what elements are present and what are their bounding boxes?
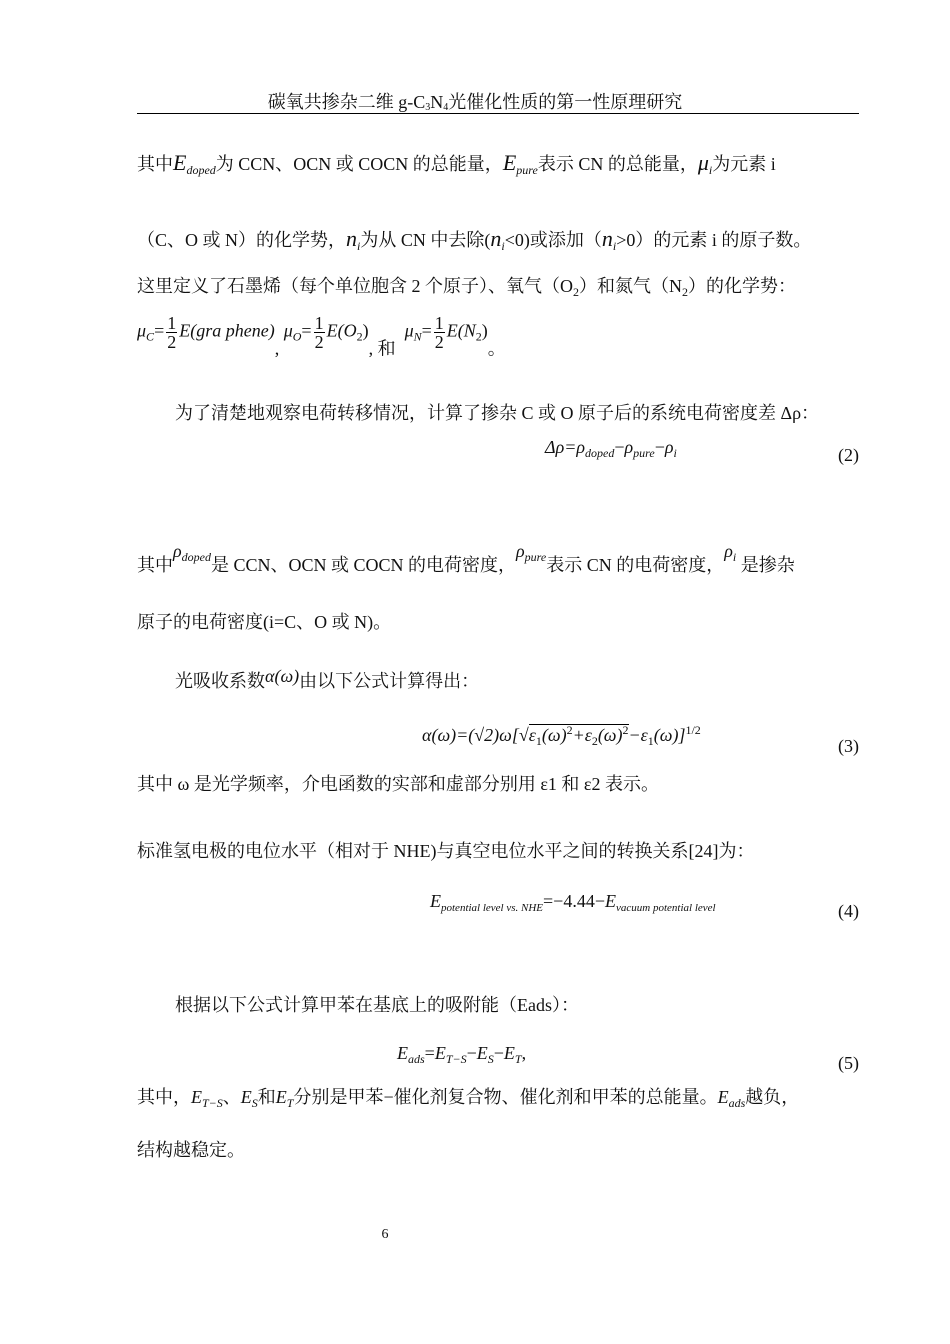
paragraph-line: 原子的电荷密度(i=C、O 或 N)。 <box>137 612 392 632</box>
paragraph-line: 其中，$E_{T-S}$、$E_S$和$E_T$分别是甲苯−催化剂复合物、催化剂和甲苯的总能量。$E_{ads}$越负， <box>137 1087 800 1110</box>
header-text: 光催化性质的第一性原理研究 <box>448 92 683 112</box>
paragraph-line: 这里定义了石墨烯（每个单位胞含 2 个原子）、氧气$(O_2)$和氮气$(N_2)$的化学势： <box>137 276 796 299</box>
header-text: 碳氧共掺杂二维 g-C <box>267 92 426 112</box>
equation-number: (2) <box>838 445 859 465</box>
equation-3: $\alpha(\omega)=(√2)\omega[√\varepsilon_1(\omega)^2+\varepsilon_2(\omega)^2-\varepsilon_1(\omega)]^{1/2}$ <box>422 723 701 748</box>
equation-number: (3) <box>838 736 859 756</box>
paragraph-line: 其中$E_{doped}$为 CCN、OCN 或 COCN 的总能量，$E_{pure}$表示 CN 的总能量，$\mu_i$为元素 i <box>137 150 776 177</box>
header-rule <box>137 113 859 114</box>
paragraph-line: 结构越稳定。 <box>137 1140 245 1160</box>
page-number: 6 <box>381 1227 389 1242</box>
paragraph-line: 标准氢电极的电位水平（相对于 NHE)与真空电位水平之间的转换关系[24]为： <box>137 841 755 861</box>
paragraph-line: 根据以下公式计算甲苯在基底上的吸附能（Eads）： <box>175 995 579 1015</box>
paragraph-line: 光吸收系数α(ω)由以下公式计算得出： <box>175 666 480 691</box>
chemical-potential-formula: $\mu_C=$ $\frac{1}{2}$ E(gra phene), $\mu_O=$ $\frac{1}{2}$ $E(O_2)$, 和 $\mu_N=$ $\frac{1}{2}$ $E(N_2)$。 <box>137 313 506 359</box>
equation-4: $E_{potential level vs. NHE}=-4.44-E_{vacuum potential level}$ <box>430 891 716 914</box>
equation-number: (4) <box>838 901 859 921</box>
paragraph-line: 其中 ω 是光学频率，介电函数的实部和虚部分别用 ε1 和 ε2 表示。 <box>137 774 659 794</box>
header-sub: 4 <box>443 102 449 113</box>
equation-number: (5) <box>838 1053 859 1073</box>
running-header <box>0 93 950 113</box>
paragraph-line: 其中$\rho_{doped}$是 CCN、OCN 或 COCN 的电荷密度，$\rho_{pure}$表示 CN 的电荷密度，$\rho_i$ 是掺杂 <box>137 541 795 575</box>
paragraph-line: （C、O 或 N）的化学势，$n_i$为从 CN 中去除$(n_i<0)$或添加$(n_i>0)$的元素 i 的原子数。 <box>137 226 812 253</box>
header-sub: 3 <box>425 102 431 113</box>
paragraph-line: 为了清楚地观察电荷转移情况，计算了掺杂 C 或 O 原子后的系统电荷密度差 Δρ： <box>175 403 820 423</box>
header-text: N <box>430 92 444 112</box>
equation-2: $\Delta\rho=\rho_{doped}-\rho_{pure}-\rho_i$ <box>545 437 677 460</box>
equation-5: $E_{ads}=E_{T-S}-E_S-E_T$, <box>397 1043 527 1066</box>
